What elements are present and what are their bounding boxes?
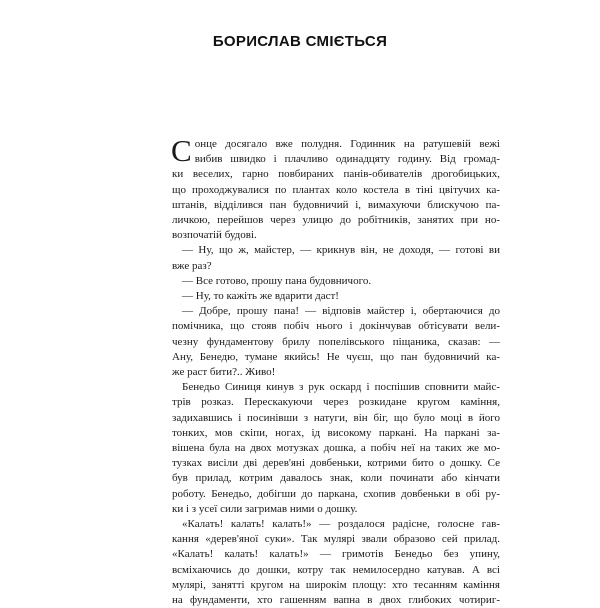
text-line: — Ну, то кажіть же вдарити даст! xyxy=(182,290,339,303)
text-line: був прилад, котрим давалось знак, коли починати або кінчати xyxy=(172,472,500,485)
text-line: «Калать! калать! калать!» — роздалося радісне, голосне гав- xyxy=(182,518,500,531)
text-line: — Ну, що ж, майстер, — крикнув він, не доходя, — готові ви xyxy=(182,244,500,257)
body-text xyxy=(171,133,500,608)
drop-cap: С xyxy=(171,133,192,168)
text-line: ки і з усеї сили загримав ними о дошку. xyxy=(172,502,358,515)
text-line: тонких, мов скіпи, ногах, ід високому паркані. На паркані за- xyxy=(172,426,500,439)
text-line: мулярі, занятті кругом на широкім площу: хто тесанням каміння xyxy=(172,578,500,591)
text-line: ки веселих, гарно повбираних панів-обивателів дрогобицьких, xyxy=(172,168,500,181)
text-line: Бенедьо Синиця кинув з рук оскард і поспішив сповнити майс- xyxy=(182,381,500,394)
text-line: помічника, що стояв побіч нього і докінчував обтісувати вели- xyxy=(172,320,500,333)
text-line: задихавшись і посинівши з натуги, він біг, що було моці в його xyxy=(172,411,500,424)
text-line: онце досягало вже полудня. Годинник на ратушевій вежі xyxy=(194,138,500,150)
chapter-title: БОРИСЛАВ СМІЄТЬСЯ xyxy=(212,33,388,50)
text-line: всміхаючись до дошки, котру так немилосердно катував. А всі xyxy=(172,563,500,576)
text-line: — Добре, прошу пана! — відповів майстер і, обертаючися до xyxy=(182,305,500,318)
text-line: роботу. Бенедьо, добігши до паркана, схопив довбеньки в обі ру- xyxy=(172,487,500,500)
text-line: чезну фундаментову брилу попелівського піщаника, сказав: — xyxy=(172,335,500,348)
text-line: же раст бити?.. Живо! xyxy=(172,366,276,379)
text-line: вже раз? xyxy=(172,259,212,272)
text-line: Ану, Бенедю, тумане якийсь! Не чуєш, що пан будовничий ка- xyxy=(172,350,500,363)
text-line: кання «дерев'яної суки». Так мулярі звали образово сей прилад. xyxy=(172,533,500,546)
text-line: трів розказ. Перескакуючи через розкидане кругом каміння, xyxy=(172,396,500,409)
text-line: штанів, відділився пан будовничий і, вимахуючи блискучою па- xyxy=(172,198,500,211)
text-line: що проходжувалися по плантах коло костела в тіні цвітучих ка- xyxy=(172,183,500,196)
text-line: вішена була на двох мотузках дошка, а побіч неї на таких же мо- xyxy=(172,442,500,455)
text-line: на фундаменти, хто гашенням вапна в двох глибоких чотириг- xyxy=(172,594,500,607)
text-line: «Калать! калать! калать!» — гримотів Бенедьо без упину, xyxy=(172,548,500,561)
text-line: вибив швидко і плачливо одинадцяту годину. Від громад- xyxy=(194,153,500,166)
text-line: тузках висіли дві дерев'яні довбеньки, котрими бито о дошку. Се xyxy=(172,457,500,470)
text-line: — Все готово, прошу пана будовничого. xyxy=(182,274,372,287)
text-line: возпочатій будові. xyxy=(172,229,257,242)
text-line: личкою, перейшов через улицю до робітників, занятих при но- xyxy=(172,214,500,227)
